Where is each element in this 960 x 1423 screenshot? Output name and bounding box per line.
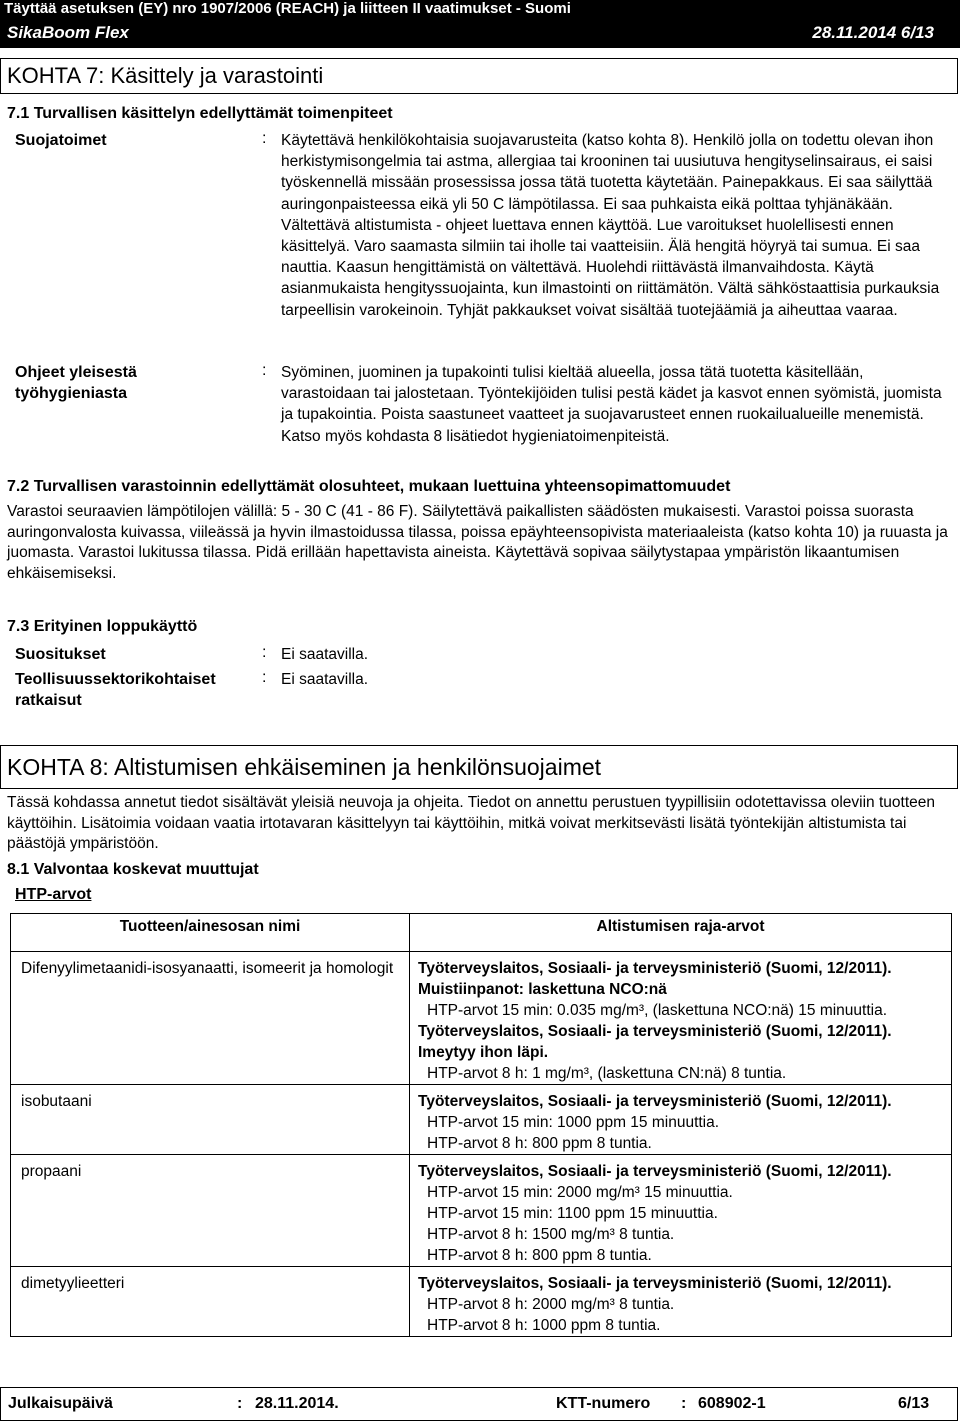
htp-title: HTP-arvot (15, 886, 92, 903)
exposure-limits-cell (410, 1085, 952, 1155)
component-name: propaani (21, 1163, 82, 1180)
protective-measures-text: Käytettävä henkilökohtaisia suojavarusteita (katso kohta 8). Henkilö jolla on todettu olevan ihon herkistymisongelmia tai astma, allergiaa tai krooninen tai uusiutuva hengityselinsairaus, ei saisi työskennellä missään prosessissa jossa tätä tuotetta käytetään. Painepakkaus. Ei saa säilyttää auringonpaisteessa eikä yli 50 C lämpötilassa. Ei saa puhkaista eikä polttaa tyhjänäkään. Vältettävä altistumista - ohjeet luettava ennen käyttöä. Lue varoitukset huolellisesti ennen käsittelyä. Varo saamasta silmiin tai iholle tai vaatteisiin. Älä hengitä höyryä tai sumua. Ei saa nauttia. Kaasun hengittämistä on vältettävä. Huolehdi riittävästä ilmanvaihdosta. Käytä asianmukaista hengityssuojainta, kun ilmastointi on riittämätön. Vältä sähköstaattisia purkauksia tarpeellisin varokeinoin. Tyhjät pakkaukset voivat sisältää tuotejäämiä ja aiheuttaa vaaraa. (281, 132, 940, 319)
limit-source: Työterveyslaitos, Sosiaali- ja terveysministeriö (Suomi, 12/2011). Imeytyy ihon läpi. (418, 1023, 892, 1061)
component-name: dimetyylieetteri (21, 1275, 125, 1292)
section-7-heading: KOHTA 7: Käsittely ja varastointi (0, 58, 958, 94)
limit-value: HTP-arvot 8 h: 2000 mg/m³ 8 tuntia. (427, 1296, 675, 1313)
document-footer (0, 1387, 958, 1421)
exposure-limits-cell (410, 952, 952, 1085)
section-8-heading: KOHTA 8: Altistumisen ehkäiseminen ja henkilönsuojaimet (0, 745, 958, 789)
product-name: SikaBoom Flex (7, 23, 129, 42)
ktt-number-label: KTT-numero (556, 1395, 651, 1412)
colon-separator: : (262, 130, 267, 147)
limit-value: HTP-arvot 15 min: 1000 ppm 15 minuuttia. (427, 1114, 720, 1131)
regulation-line: Täyttää asetuksen (EY) nro 1907/2006 (REACH) ja liitteen II vaatimukset - Suomi (4, 0, 571, 17)
component-name-cell (11, 1155, 410, 1267)
colon-separator: : (262, 669, 267, 686)
limit-value: HTP-arvot 8 h: 1500 mg/m³ 8 tuntia. (427, 1226, 675, 1243)
document-header (0, 0, 960, 48)
limit-source: Työterveyslaitos, Sosiaali- ja terveysministeriö (Suomi, 12/2011). (418, 1163, 892, 1180)
colon-separator: : (681, 1395, 687, 1412)
limit-value: HTP-arvot 8 h: 800 ppm 8 tuntia. (427, 1135, 652, 1152)
issue-date-value: 28.11.2014. (255, 1395, 339, 1412)
section-7-3-title: 7.3 Erityinen loppukäyttö (7, 618, 198, 635)
ktt-number-value: 608902-1 (698, 1395, 766, 1412)
column-header-limits: Altistumisen raja-arvot (410, 914, 952, 952)
limit-source: Työterveyslaitos, Sosiaali- ja terveysministeriö (Suomi, 12/2011). (418, 1275, 892, 1292)
table-row (11, 1085, 952, 1155)
exposure-limits-cell (410, 1155, 952, 1267)
limit-value: HTP-arvot 15 min: 2000 mg/m³ 15 minuuttia. (427, 1184, 733, 1201)
component-name-cell (11, 1085, 410, 1155)
column-header-name: Tuotteen/ainesosan nimi (11, 914, 410, 952)
section-8-intro: Tässä kohdassa annetut tiedot sisältävät yleisiä neuvoja ja ohjeita. Tiedot on annettu perustuen tyypillisiin odotettavissa oleviin tuotteen käyttöihin. Lisätoimia voidaan vaatia irtotavaran käsittelyyn tai käyttöihin, mitkä voivat merkitsevästi lisätä työntekijän altistumista tai päästöjä ympäristöön. (7, 794, 935, 852)
limit-value: HTP-arvot 8 h: 1 mg/m³, (laskettuna CN:nä) 8 tuntia. (427, 1065, 787, 1082)
component-name-cell (11, 952, 410, 1085)
recommendations-value: Ei saatavilla. (281, 646, 369, 663)
colon-separator: : (262, 362, 267, 379)
colon-separator: : (237, 1395, 243, 1412)
industrial-solutions-value: Ei saatavilla. (281, 671, 369, 688)
protective-measures-label: Suojatoimet (15, 132, 107, 149)
table-row (11, 1155, 952, 1267)
section-8-1-title: 8.1 Valvontaa koskevat muuttujat (7, 861, 259, 878)
limit-value: HTP-arvot 8 h: 1000 ppm 8 tuntia. (427, 1317, 661, 1334)
footer-page-number: 6/13 (898, 1395, 930, 1412)
colon-separator: : (262, 644, 267, 661)
limit-source: Työterveyslaitos, Sosiaali- ja terveysministeriö (Suomi, 12/2011). Muistiinpanot: laskettuna NCO:nä (418, 960, 892, 998)
issue-date-label: Julkaisupäivä (8, 1395, 113, 1412)
storage-conditions-text: Varastoi seuraavien lämpötilojen välillä: 5 - 30 C (41 - 86 F). Säilytettävä paikallisten säädösten mukaisesti. Varastoi poissa suorasta auringonvalosta kuivassa, viileässä ja hyvin ilmastoidussa tilassa, poissa epäyhteensopivista materiaaleista (katso kohta 10) ja ruuasta ja juomasta. Varastoi lukitussa tilassa. Pidä erillään hapettavista aineista. Käytettävä sopivaa säilytystapaa ympäristön likaantumisen ehkäisemiseksi. (7, 503, 948, 582)
limit-value: HTP-arvot 15 min: 1100 ppm 15 minuuttia. (427, 1205, 718, 1222)
industrial-solutions-label: Teollisuussektorikohtaiset ratkaisut (15, 671, 216, 709)
table-row (11, 952, 952, 1085)
component-name: Difenyylimetaanidi-isosyanaatti, isomeerit ja homologit (21, 960, 394, 977)
recommendations-label: Suositukset (15, 646, 106, 663)
section-7-1-title: 7.1 Turvallisen käsittelyn edellyttämät toimenpiteet (7, 105, 393, 122)
header-date-page: 28.11.2014 6/13 (812, 23, 934, 42)
component-name-cell (11, 1267, 410, 1337)
exposure-limits-table (10, 913, 952, 1337)
component-name: isobutaani (21, 1093, 92, 1110)
section-7-2-title: 7.2 Turvallisen varastoinnin edellyttämät olosuhteet, mukaan luettuina yhteensopimattomuudet (7, 478, 731, 495)
table-row (11, 1267, 952, 1337)
limit-source: Työterveyslaitos, Sosiaali- ja terveysministeriö (Suomi, 12/2011). (418, 1093, 892, 1110)
limit-value: HTP-arvot 15 min: 0.035 mg/m³, (laskettuna NCO:nä) 15 minuuttia. (427, 1002, 888, 1019)
hygiene-label: Ohjeet yleisestä työhygieniasta (15, 364, 137, 402)
table-header-row (11, 914, 952, 952)
table-body (11, 952, 952, 1337)
limit-value: HTP-arvot 8 h: 800 ppm 8 tuntia. (427, 1247, 652, 1264)
hygiene-text: Syöminen, juominen ja tupakointi tulisi kieltää alueella, jossa tätä tuotetta käsitellään, varastoidaan tai jalostetaan. Työntekijöiden tulisi pestä kädet ja kasvot ennen syömistä, juomista ja tupakointia. Poista saastuneet vaatteet ja suojavarusteet ennen ruokailualueille menemistä. Katso myös kohdasta 8 lisätiedot hygieniatoimenpiteistä. (281, 364, 942, 445)
exposure-limits-cell (410, 1267, 952, 1337)
